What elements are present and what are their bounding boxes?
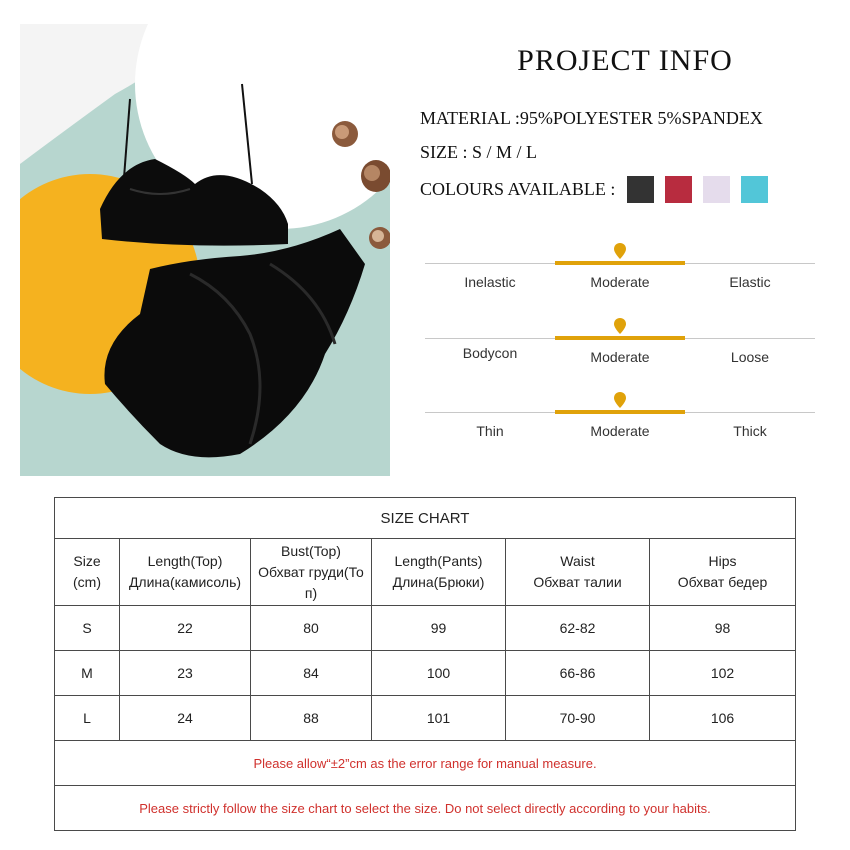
table-cell: 106 xyxy=(650,696,796,741)
table-cell: M xyxy=(55,651,120,696)
column-header-bust-top: Bust(Top) Обхват груди(То п) xyxy=(251,539,372,606)
scale-label-left: Thin xyxy=(476,423,504,439)
table-cell: 70-90 xyxy=(506,696,650,741)
table-cell: 88 xyxy=(251,696,372,741)
pajama-set-illustration xyxy=(20,24,390,476)
colour-swatch-sky-blue[interactable] xyxy=(741,176,768,203)
table-cell: 101 xyxy=(372,696,506,741)
scale-selected-segment xyxy=(555,261,685,265)
colour-swatch-black[interactable] xyxy=(627,176,654,203)
size-selection-note: Please strictly follow the size chart to select the size. Do not select directly according to your habits. xyxy=(55,786,796,831)
map-pin-icon xyxy=(614,318,626,334)
measurement-error-note: Please allow“±2”cm as the error range for manual measure. xyxy=(55,741,796,786)
table-cell: 80 xyxy=(251,606,372,651)
table-cell: 100 xyxy=(372,651,506,696)
table-header-row xyxy=(55,539,796,606)
column-header-length-top: Length(Top) Длина(камисоль) xyxy=(120,539,251,606)
size-chart-table xyxy=(54,497,796,831)
table-cell: 23 xyxy=(120,651,251,696)
column-header-hips: Hips Обхват бедер xyxy=(650,539,796,606)
scale-label-middle: Moderate xyxy=(590,349,650,365)
colours-label: COLOURS AVAILABLE : xyxy=(420,179,616,199)
colour-swatches xyxy=(627,176,779,203)
map-pin-icon xyxy=(614,243,626,259)
column-header-waist: Waist Обхват талии xyxy=(506,539,650,606)
table-cell: 99 xyxy=(372,606,506,651)
product-photo xyxy=(20,24,390,476)
size-info: SIZE : S / M / L xyxy=(420,142,538,162)
thickness-scale xyxy=(425,397,815,437)
scale-selected-segment xyxy=(555,336,685,340)
table-cell: S xyxy=(55,606,120,651)
scale-label-left: Inelastic xyxy=(464,274,516,290)
colours-info xyxy=(420,176,779,203)
table-cell: 24 xyxy=(120,696,251,741)
table-row xyxy=(55,606,796,651)
project-info-title: PROJECT INFO xyxy=(517,44,733,77)
table-cell: 102 xyxy=(650,651,796,696)
size-chart-title: SIZE CHART xyxy=(55,498,796,539)
table-cell: 66-86 xyxy=(506,651,650,696)
scale-label-middle: Moderate xyxy=(590,423,650,439)
scale-label-right: Elastic xyxy=(729,274,771,290)
material-info: MATERIAL :95%POLYESTER 5%SPANDEX xyxy=(420,108,763,128)
scale-label-left: Bodycon xyxy=(462,345,518,361)
table-row xyxy=(55,651,796,696)
table-cell: 98 xyxy=(650,606,796,651)
elasticity-scale xyxy=(425,248,815,288)
table-row xyxy=(55,696,796,741)
map-pin-icon xyxy=(614,392,626,408)
scale-label-right: Thick xyxy=(733,423,767,439)
column-header-size: Size (cm) xyxy=(55,539,120,606)
column-header-length-pants: Length(Pants) Длина(Брюки) xyxy=(372,539,506,606)
scale-label-middle: Moderate xyxy=(590,274,650,290)
scale-label-right: Loose xyxy=(730,349,770,365)
table-cell: 62-82 xyxy=(506,606,650,651)
table-cell: L xyxy=(55,696,120,741)
scale-selected-segment xyxy=(555,410,685,414)
colour-swatch-red[interactable] xyxy=(665,176,692,203)
colour-swatch-lavender[interactable] xyxy=(703,176,730,203)
fit-scale xyxy=(425,323,815,363)
table-cell: 84 xyxy=(251,651,372,696)
table-cell: 22 xyxy=(120,606,251,651)
